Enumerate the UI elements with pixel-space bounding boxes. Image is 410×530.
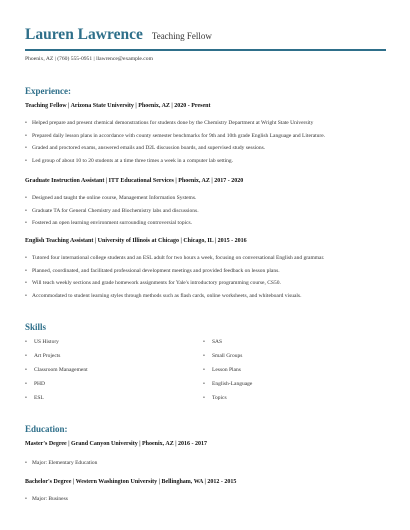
degree-details [25,460,390,466]
header-divider [25,49,386,51]
job-title: Teaching Fellow | Arizona State University | Phoenix, AZ | 2020 - Present [25,103,211,109]
list-item: • Graded and proctored exams, answered emails and D2L discussion boards, and supervised study sessions. [25,145,390,151]
header [25,26,212,44]
skill-item: • Lesson Plans [203,367,241,373]
skill-item: • Classroom Management [25,367,88,373]
skill-item: • SAS [203,339,222,345]
job-title: Graduate Instruction Assistant | ITT Educational Services | Phoenix, AZ | 2017 - 2020 [25,178,244,184]
list-item: • Planned, coordinated, and facilitated professional development meetings and provided feedback on lesson plans. [25,268,390,274]
candidate-title: Teaching Fellow [151,31,212,41]
skill-item: • English-Language [203,381,252,387]
list-item: • Major: Elementary Education [25,460,390,466]
job-bullets [25,255,390,299]
skill-item: • PHD [25,381,45,387]
list-item: • Major: Business [25,496,390,502]
degree-title: Bachelor's Degree | Western Washington University | Bellingham, WA | 2012 - 2015 [25,479,237,485]
skill-item: • Art Projects [25,353,60,359]
experience-heading: Experience: [25,86,71,96]
skill-item: • Topics [203,395,227,401]
list-item: • Will teach weekly sections and grade homework assignments for Yale's introductory programming course, CS50. [25,280,390,286]
skill-item: • ESL [25,395,44,401]
contact-info: Phoenix, AZ | (760) 555-0951 | llawrence@example.com [25,56,153,62]
job-title: English Teaching Assistant | University of Illinois at Chicago | Chicago, IL | 2015 - 2016 [25,238,247,244]
list-item: • Tutored four international college students and an ESL adult for two hours a week, focusing on conversational English and grammar. [25,255,390,261]
list-item: • Graduate TA for General Chemistry and Biochemistry labs and discussions. [25,208,390,214]
candidate-name: Lauren Lawrence [25,26,143,43]
skills-heading: Skills [25,322,47,332]
list-item: • Accommodated to student learning styles through methods such as flash cards, online worksheets, and whiteboard visuals. [25,293,390,299]
job-bullets [25,120,390,164]
education-heading: Education: [25,424,68,434]
list-item: • Prepared daily lesson plans in accordance with county semester benchmarks for 9th and 10th grade English Language and Literature. [25,133,390,139]
skill-item: • Small Groups [203,353,242,359]
degree-title: Master's Degree | Grand Canyon University | Phoenix, AZ | 2016 - 2017 [25,441,208,447]
skill-item: • US History [25,339,59,345]
list-item: • Fostered an open learning environment surrounding controversial topics. [25,220,390,226]
job-bullets [25,195,390,226]
degree-details [25,496,390,502]
list-item: • Led group of about 10 to 20 students at a time three times a week in a computer lab setting. [25,158,390,164]
list-item: • Helped prepare and present chemical demonstrations for students done by the Chemistry Department at Wright State University [25,120,390,126]
skills-grid [25,337,325,407]
list-item: • Designed and taught the online course, Management Information Systems. [25,195,390,201]
